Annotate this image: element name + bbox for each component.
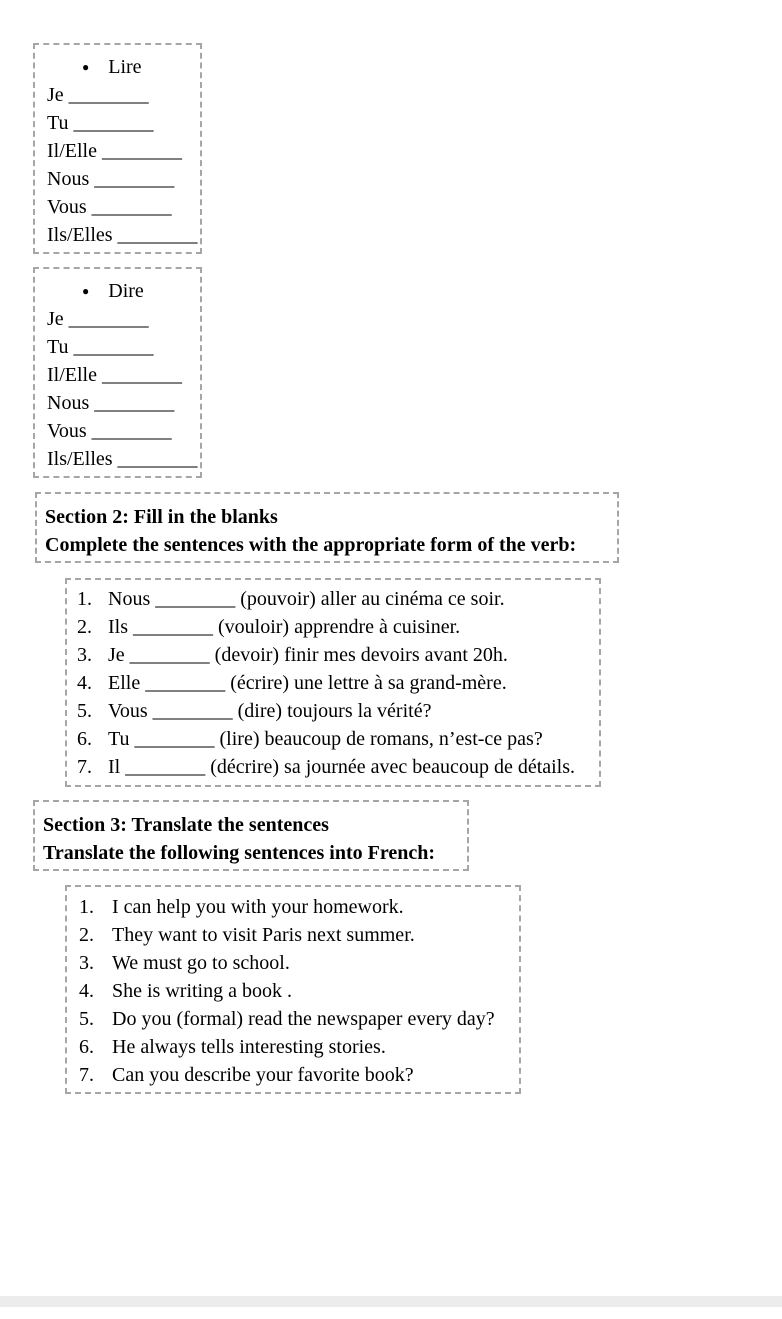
item-number: 6. (77, 728, 92, 750)
conjugation-line-ils-elles: Ils/Elles ________ (47, 448, 198, 470)
item-number: 3. (79, 952, 94, 974)
item-number: 3. (77, 644, 92, 666)
bullet-icon: ● (82, 60, 90, 74)
section3-items (65, 885, 521, 1094)
item-number: 4. (79, 980, 94, 1002)
item-text: I can help you with your homework. (112, 896, 404, 918)
conjugation-line-tu: Tu ________ (47, 112, 154, 134)
conjugation-line-vous: Vous ________ (47, 420, 172, 442)
item-number: 2. (79, 924, 94, 946)
section2-items (65, 578, 601, 787)
conjugation-line-ils-elles: Ils/Elles ________ (47, 224, 198, 246)
item-number: 5. (77, 700, 92, 722)
list-item (77, 697, 599, 725)
list-item (79, 1061, 519, 1089)
item-number: 5. (79, 1008, 94, 1030)
verb-title: Dire (108, 280, 144, 302)
list-item (77, 753, 599, 781)
section2-subtitle: Complete the sentences with the appropriate form of the verb: (45, 534, 577, 556)
verb-title: Lire (108, 56, 142, 78)
list-item (79, 977, 519, 1005)
item-text: We must go to school. (112, 952, 290, 974)
section2-title: Section 2: Fill in the blanks (45, 506, 278, 528)
item-text: Vous ________ (dire) toujours la vérité? (108, 700, 432, 722)
list-item (77, 641, 599, 669)
list-item (77, 613, 599, 641)
item-number: 7. (77, 756, 92, 778)
item-text: Do you (formal) read the newspaper every day? (112, 1008, 495, 1030)
item-number: 1. (77, 588, 92, 610)
item-number: 6. (79, 1036, 94, 1058)
list-item (77, 725, 599, 753)
item-text: He always tells interesting stories. (112, 1036, 386, 1058)
list-item (77, 669, 599, 697)
item-text: Ils ________ (vouloir) apprendre à cuisiner. (108, 616, 461, 638)
conjugation-line-je: Je ________ (47, 308, 149, 330)
list-item (77, 585, 599, 613)
conjugation-line-tu: Tu ________ (47, 336, 154, 358)
verb-block-lire (33, 43, 202, 254)
list-item (79, 921, 519, 949)
item-number: 1. (79, 896, 94, 918)
item-text: Elle ________ (écrire) une lettre à sa grand-mère. (108, 672, 507, 694)
conjugation-line-nous: Nous ________ (47, 392, 175, 414)
section3-header (33, 800, 469, 871)
list-item (79, 949, 519, 977)
section3-title: Section 3: Translate the sentences (43, 814, 329, 836)
section2-header (35, 492, 619, 563)
item-text: Je ________ (devoir) finir mes devoirs avant 20h. (108, 644, 508, 666)
item-text: Tu ________ (lire) beaucoup de romans, n’est-ce pas? (108, 728, 543, 750)
list-item (79, 1033, 519, 1061)
item-text: They want to visit Paris next summer. (112, 924, 415, 946)
verb-block-dire (33, 267, 202, 478)
item-text: Il ________ (décrire) sa journée avec beaucoup de détails. (108, 756, 576, 778)
conjugation-line-vous: Vous ________ (47, 196, 172, 218)
list-item (79, 893, 519, 921)
section3-subtitle: Translate the following sentences into French: (43, 842, 436, 864)
conjugation-line-il-elle: Il/Elle ________ (47, 364, 182, 386)
item-text: Can you describe your favorite book? (112, 1064, 414, 1086)
conjugation-line-il-elle: Il/Elle ________ (47, 140, 182, 162)
verb-title-row (47, 53, 200, 81)
bullet-icon: ● (82, 284, 90, 298)
page-break-divider (0, 1296, 782, 1307)
conjugation-line-je: Je ________ (47, 84, 149, 106)
item-number: 4. (77, 672, 92, 694)
item-number: 7. (79, 1064, 94, 1086)
item-text: Nous ________ (pouvoir) aller au cinéma ce soir. (108, 588, 505, 610)
list-item (79, 1005, 519, 1033)
conjugation-line-nous: Nous ________ (47, 168, 175, 190)
item-number: 2. (77, 616, 92, 638)
verb-title-row (47, 277, 200, 305)
item-text: She is writing a book . (112, 980, 292, 1002)
